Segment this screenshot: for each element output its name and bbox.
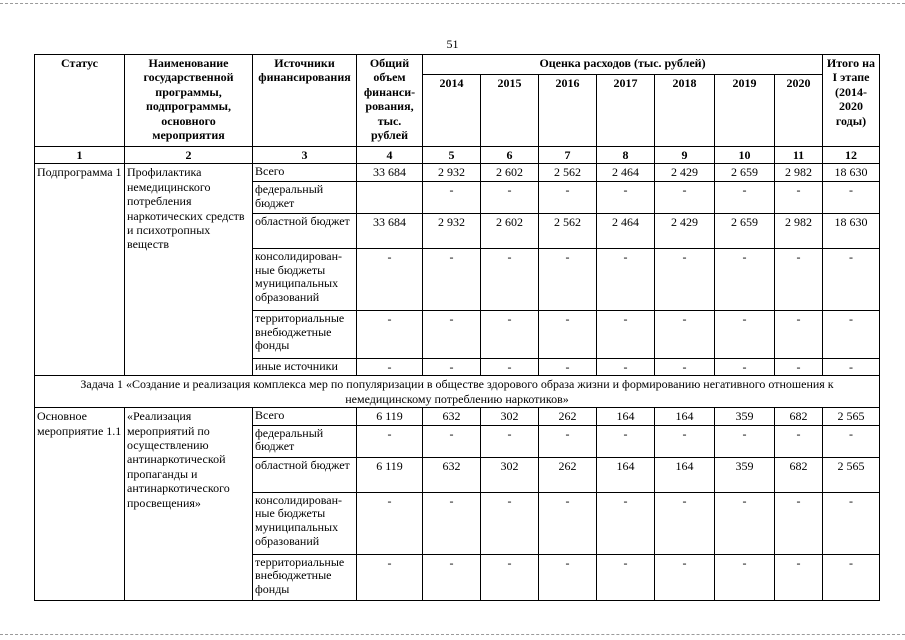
year-cell: -: [715, 492, 775, 554]
year-cell: -: [423, 358, 481, 375]
year-cell: -: [539, 425, 597, 457]
year-cell: 2 429: [655, 213, 715, 248]
column-number: 1: [35, 147, 125, 164]
year-cell: -: [655, 492, 715, 554]
year-cell: -: [715, 358, 775, 375]
year-cell: 2 932: [423, 213, 481, 248]
year-cell: 302: [481, 457, 539, 492]
header-year: 2019: [715, 75, 775, 147]
stage-total-cell: -: [823, 181, 880, 213]
year-cell: -: [655, 425, 715, 457]
stage-total-cell: -: [823, 554, 880, 600]
page-number: 51: [446, 37, 459, 51]
column-number: 7: [539, 147, 597, 164]
year-cell: 2 464: [597, 213, 655, 248]
column-number: 11: [775, 147, 823, 164]
stage-total-cell: -: [823, 310, 880, 358]
stage-total-cell: 2 565: [823, 408, 880, 425]
header-total: Общий объем финанси-рования, тыс. рублей: [357, 55, 423, 147]
column-number: 6: [481, 147, 539, 164]
source-cell: консолидирован-ные бюджеты муниципальных образований: [253, 492, 357, 554]
column-number: 4: [357, 147, 423, 164]
header-year: 2020: [775, 75, 823, 147]
total-cell: [357, 181, 423, 213]
year-cell: -: [481, 425, 539, 457]
total-cell: -: [357, 492, 423, 554]
column-number: 8: [597, 147, 655, 164]
header-year: 2017: [597, 75, 655, 147]
total-cell: -: [357, 358, 423, 375]
year-cell: 164: [597, 457, 655, 492]
header-year: 2014: [423, 75, 481, 147]
row-name: «Реализация мероприятий по осуществлению антинаркотической пропаганды и антинаркотического просвещения»: [125, 408, 253, 600]
year-cell: 262: [539, 408, 597, 425]
year-cell: 632: [423, 408, 481, 425]
year-cell: 2 982: [775, 164, 823, 181]
stage-total-cell: -: [823, 425, 880, 457]
year-cell: -: [715, 248, 775, 310]
year-cell: 2 932: [423, 164, 481, 181]
header-estimate: Оценка расходов (тыс. рублей): [423, 55, 823, 75]
year-cell: -: [775, 181, 823, 213]
year-cell: -: [539, 492, 597, 554]
year-cell: -: [423, 181, 481, 213]
year-cell: -: [597, 554, 655, 600]
header-year: 2016: [539, 75, 597, 147]
stage-total-cell: -: [823, 358, 880, 375]
column-number: 12: [823, 147, 880, 164]
column-number: 10: [715, 147, 775, 164]
header-sources: Источники финансирования: [253, 55, 357, 147]
year-cell: 632: [423, 457, 481, 492]
source-cell: федеральный бюджет: [253, 425, 357, 457]
year-cell: 682: [775, 457, 823, 492]
total-cell: 6 119: [357, 457, 423, 492]
row-status: Основное мероприятие 1.1: [35, 408, 125, 600]
header-stage-total: Итого на I этапе (2014-2020 годы): [823, 55, 880, 147]
header-name: Наименование государственной программы, подпрограммы, основного мероприятия: [125, 55, 253, 147]
year-cell: -: [655, 181, 715, 213]
year-cell: 164: [597, 408, 655, 425]
year-cell: -: [775, 492, 823, 554]
year-cell: -: [423, 554, 481, 600]
year-cell: 2 982: [775, 213, 823, 248]
stage-total-cell: -: [823, 492, 880, 554]
year-cell: 164: [655, 408, 715, 425]
year-cell: -: [655, 554, 715, 600]
total-cell: 6 119: [357, 408, 423, 425]
year-cell: -: [423, 310, 481, 358]
year-cell: -: [655, 248, 715, 310]
year-cell: -: [423, 492, 481, 554]
year-cell: -: [481, 492, 539, 554]
year-cell: 262: [539, 457, 597, 492]
source-cell: консолидирован-ные бюджеты муниципальных образований: [253, 248, 357, 310]
header-status: Статус: [35, 55, 125, 147]
year-cell: -: [481, 181, 539, 213]
year-cell: 2 602: [481, 164, 539, 181]
header-year: 2018: [655, 75, 715, 147]
stage-total-cell: -: [823, 248, 880, 310]
year-cell: -: [539, 358, 597, 375]
year-cell: -: [481, 554, 539, 600]
year-cell: -: [775, 425, 823, 457]
year-cell: 359: [715, 457, 775, 492]
year-cell: -: [481, 358, 539, 375]
stage-total-cell: 18 630: [823, 213, 880, 248]
year-cell: 164: [655, 457, 715, 492]
source-cell: территориальные внебюджетные фонды: [253, 554, 357, 600]
total-cell: 33 684: [357, 164, 423, 181]
year-cell: 2 562: [539, 164, 597, 181]
source-cell: федеральный бюджет: [253, 181, 357, 213]
source-cell: областной бюджет: [253, 213, 357, 248]
source-cell: Всего: [253, 164, 357, 181]
stage-total-cell: 2 565: [823, 457, 880, 492]
year-cell: -: [597, 425, 655, 457]
year-cell: -: [775, 248, 823, 310]
year-cell: -: [481, 310, 539, 358]
year-cell: 2 464: [597, 164, 655, 181]
year-cell: 2 429: [655, 164, 715, 181]
year-cell: 302: [481, 408, 539, 425]
year-cell: -: [715, 425, 775, 457]
year-cell: -: [655, 310, 715, 358]
total-cell: -: [357, 248, 423, 310]
year-cell: 2 602: [481, 213, 539, 248]
year-cell: 359: [715, 408, 775, 425]
year-cell: -: [597, 358, 655, 375]
year-cell: -: [597, 310, 655, 358]
total-cell: -: [357, 554, 423, 600]
year-cell: -: [775, 554, 823, 600]
year-cell: -: [597, 181, 655, 213]
year-cell: 2 659: [715, 164, 775, 181]
stage-total-cell: 18 630: [823, 164, 880, 181]
year-cell: -: [715, 310, 775, 358]
year-cell: -: [539, 248, 597, 310]
source-cell: Всего: [253, 408, 357, 425]
row-name: Профилактика немедицинского потребления наркотических средств и психотропных веществ: [125, 164, 253, 376]
year-cell: 2 562: [539, 213, 597, 248]
budget-table: [34, 54, 880, 601]
column-number: 5: [423, 147, 481, 164]
row-status: Подпрограмма 1: [35, 164, 125, 376]
year-cell: 2 659: [715, 213, 775, 248]
year-cell: -: [481, 248, 539, 310]
task-heading: Задача 1 «Создание и реализация комплекса мер по популяризации в обществе здорового образа жизни и формированию негативного отношения к немедицинскому потреблению наркотиков»: [35, 376, 880, 408]
year-cell: -: [775, 358, 823, 375]
source-cell: областной бюджет: [253, 457, 357, 492]
year-cell: -: [597, 492, 655, 554]
total-cell: -: [357, 310, 423, 358]
year-cell: -: [715, 554, 775, 600]
year-cell: -: [539, 554, 597, 600]
source-cell: территориальные внебюджетные фонды: [253, 310, 357, 358]
scan-top-edge: [0, 3, 905, 4]
year-cell: 682: [775, 408, 823, 425]
year-cell: -: [775, 310, 823, 358]
year-cell: -: [597, 248, 655, 310]
header-year: 2015: [481, 75, 539, 147]
year-cell: -: [539, 181, 597, 213]
column-number: 2: [125, 147, 253, 164]
total-cell: -: [357, 425, 423, 457]
scan-bottom-edge: [0, 634, 905, 635]
year-cell: -: [423, 248, 481, 310]
column-number: 9: [655, 147, 715, 164]
column-number: 3: [253, 147, 357, 164]
source-cell: иные источники: [253, 358, 357, 375]
total-cell: 33 684: [357, 213, 423, 248]
year-cell: -: [715, 181, 775, 213]
year-cell: -: [655, 358, 715, 375]
year-cell: -: [539, 310, 597, 358]
year-cell: -: [423, 425, 481, 457]
